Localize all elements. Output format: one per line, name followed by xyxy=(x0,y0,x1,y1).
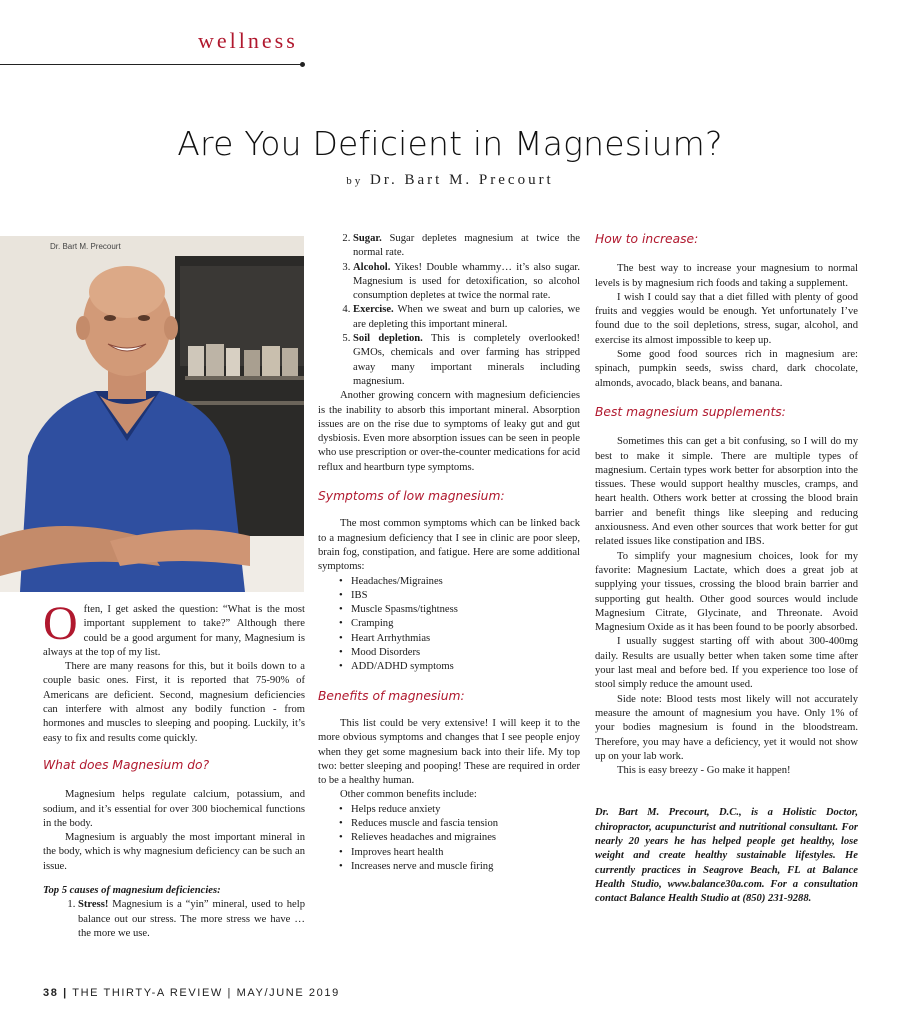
list-item: • Increases nerve and muscle firing xyxy=(351,860,580,874)
causes-list-part-2 xyxy=(318,232,580,389)
author-bio: Dr. Bart M. Precourt, D.C., is a Holistic Doctor, chiropractor, acupuncturist and nutritional consultant. For nearly 20 years he has helped people get healthy, lose weight and create healthy sustainable lifestyles. He currently practices in Seagrove Beach, FL at Balance Health Studio, www.balance30a.com. For a consultation contact Balance Health Studio at (850) 231-9288. xyxy=(595,807,858,905)
heading-what-does: What does Magnesium do? xyxy=(43,757,210,772)
list-item: • Helps reduce anxiety xyxy=(351,803,580,817)
section-rule xyxy=(0,64,303,65)
benefits-intro: Other common benefits include: xyxy=(340,789,477,801)
list-item: • Mood Disorders xyxy=(351,646,580,660)
benefits-list xyxy=(318,803,580,874)
column-2 xyxy=(318,232,580,874)
cause-item: 3. Alcohol. Yikes! Double whammy… it’s also sugar. Magnesium is used for detoxification, so alcohol consumption depletes at twice the normal rate. xyxy=(353,261,580,304)
what-does-paragraph-1: Magnesium helps regulate calcium, potassium, and sodium, and it’s essential for over 300 biochemical functions in the body. xyxy=(43,789,305,829)
article-title: Are You Deficient in Magnesium? xyxy=(177,124,723,163)
heading-symptoms: Symptoms of low magnesium: xyxy=(318,489,505,504)
heading-best-supplements: Best magnesium supplements: xyxy=(595,404,786,419)
column-1 xyxy=(43,597,305,941)
list-item: • Improves heart health xyxy=(351,846,580,860)
what-does-paragraph-2: Magnesium is arguably the most important mineral in the body, which is why magnesium deficiency can be such an issue. xyxy=(43,832,305,872)
section-label: wellness xyxy=(198,28,298,53)
intro-paragraph: Often, I get asked the question: “What is the most important supplement to take?” Although there could be a good argument for many, Magnesium is always at the top of my list. xyxy=(43,597,305,658)
drop-cap: O xyxy=(43,597,78,650)
causes-heading: Top 5 causes of magnesium deficiencies: xyxy=(43,885,221,897)
author-photo-illustration xyxy=(0,236,304,592)
causes-list-part-1 xyxy=(43,898,305,941)
supplements-paragraph-5: This is easy breezy - Go make it happen! xyxy=(617,765,791,777)
cause-item: 2. Sugar. Sugar depletes magnesium at twice the normal rate. xyxy=(353,232,580,261)
list-item: • Reduces muscle and fascia tension xyxy=(351,817,580,831)
symptoms-paragraph: The most common symptoms which can be linked back to a magnesium deficiency that I see in clinic are poor sleep, brain fog, constipation, and fatigue. Here are some additional symptoms: xyxy=(318,518,580,573)
cause-item: 4. Exercise. When we sweat and burn up calories, we are depleting this important mineral. xyxy=(353,303,580,332)
column-3 xyxy=(595,232,858,906)
byline-author: Dr. Bart M. Precourt xyxy=(370,172,554,188)
supplements-paragraph-1: Sometimes this can get a bit confusing, so I will do my best to make it simple. There are multiple types of magnesium. Certain types work better for absorption into the tissues. These would support healthy muscles, cramps, and heart health. Others work better at crossing the blood brain barrier and benefit things like sleeping and reducing anxiousness. And even other sources that work better for gut related issues like constipation and IBS. xyxy=(595,436,858,548)
supplements-paragraph-3: I usually suggest starting off with about 300-400mg daily. Results are usually better when taken some time after your last meal and before bed. If you experience too lose of stool simply reduce the amount used. xyxy=(595,636,858,691)
increase-paragraph-1: The best way to increase your magnesium to normal levels is by magnesium rich foods and taking a supplement. xyxy=(595,263,858,289)
symptoms-list xyxy=(318,575,580,675)
increase-paragraph-3: Some good food sources rich in magnesium are: spinach, pumpkin seeds, swiss chard, dark chocolate, almonds, avocado, black beans, and banana. xyxy=(595,349,858,389)
supplements-paragraph-2: To simplify your magnesium choices, look for my favorite: Magnesium Lactate, which does a great job at supplying your tissues, crossing the blood brain barrier and supporting gut health. Other good sources would include Magnesium Citrate, Glycinate, and Threonate. Avoid Magnesium Oxide as it has been found to be poorly absorbed. xyxy=(595,550,858,634)
list-item: • Heart Arrhythmias xyxy=(351,632,580,646)
list-item: • ADD/ADHD symptoms xyxy=(351,660,580,674)
heading-how-to-increase: How to increase: xyxy=(595,232,699,246)
list-item: • IBS xyxy=(351,589,580,603)
byline-by: by xyxy=(346,175,364,187)
list-item: • Cramping xyxy=(351,617,580,631)
heading-benefits: Benefits of magnesium: xyxy=(318,688,465,703)
list-item: • Relieves headaches and migraines xyxy=(351,831,580,845)
byline xyxy=(0,172,900,189)
cause-item: 1. Stress! Magnesium is a “yin” mineral, used to help balance out our stress. The more stress we have … the more we use. xyxy=(78,898,305,941)
photo-caption: Dr. Bart M. Precourt xyxy=(50,242,121,251)
list-item: • Muscle Spasms/tightness xyxy=(351,603,580,617)
supplements-paragraph-4: Side note: Blood tests most likely will not accurately measure the amount of magnesium you have. Only 1% of your bodies magnesium is found in the bloodstream. Therefore, you may have a deficiency, yet it would not show up on your lab work. xyxy=(595,693,858,762)
increase-paragraph-2: I wish I could say that a diet filled with plenty of good fruits and veggies would be enough. Yet unfortunately I’ve found due to the soil depletions, stress, sugar, alcohol, and exercise its almost impossible to keep up. xyxy=(595,291,858,346)
benefits-paragraph: This list could be very extensive! I will keep it to the more obvious symptoms and changes that I see people enjoy when they get some magnesium back into their life. My top two: better sleeping and pooping! These are required in order to be a healthy human. xyxy=(318,717,580,787)
issue-date: MAY/JUNE 2019 xyxy=(236,987,340,999)
publication-name: THE THIRTY-A REVIEW xyxy=(72,987,223,999)
author-photo xyxy=(0,236,304,592)
section-rule-dot xyxy=(300,62,305,67)
cause-item: 5. Soil depletion. This is completely overlooked! GMOs, chemicals and over farming has stripped away many important minerals including magnesium. xyxy=(353,332,580,389)
absorb-paragraph: Another growing concern with magnesium deficiencies is the inability to absorb this important mineral. Absorption issues are on the rise due to symptoms of leaky gut and gut dysbiosis. Even more absorption issues can be seen in people who use prescription or over-the-counter medications for acid reflux and heartburn type symptoms. xyxy=(318,390,580,473)
footer-separator-2: | xyxy=(227,987,232,999)
list-item: • Headaches/Migraines xyxy=(351,575,580,589)
footer-separator: | xyxy=(63,987,68,999)
page-number: 38 xyxy=(43,987,59,999)
intro-paragraph-2: There are many reasons for this, but it boils down to a couple basic ones. First, it is reported that 75-90% of Americans are deficient. Second, magnesium deficiencies can interfere with almost any bodily function - from hormones and muscles to sleeping and pooping. Luckily, it’s easy to fix and results come quickly. xyxy=(43,661,305,744)
page-footer xyxy=(43,987,340,999)
